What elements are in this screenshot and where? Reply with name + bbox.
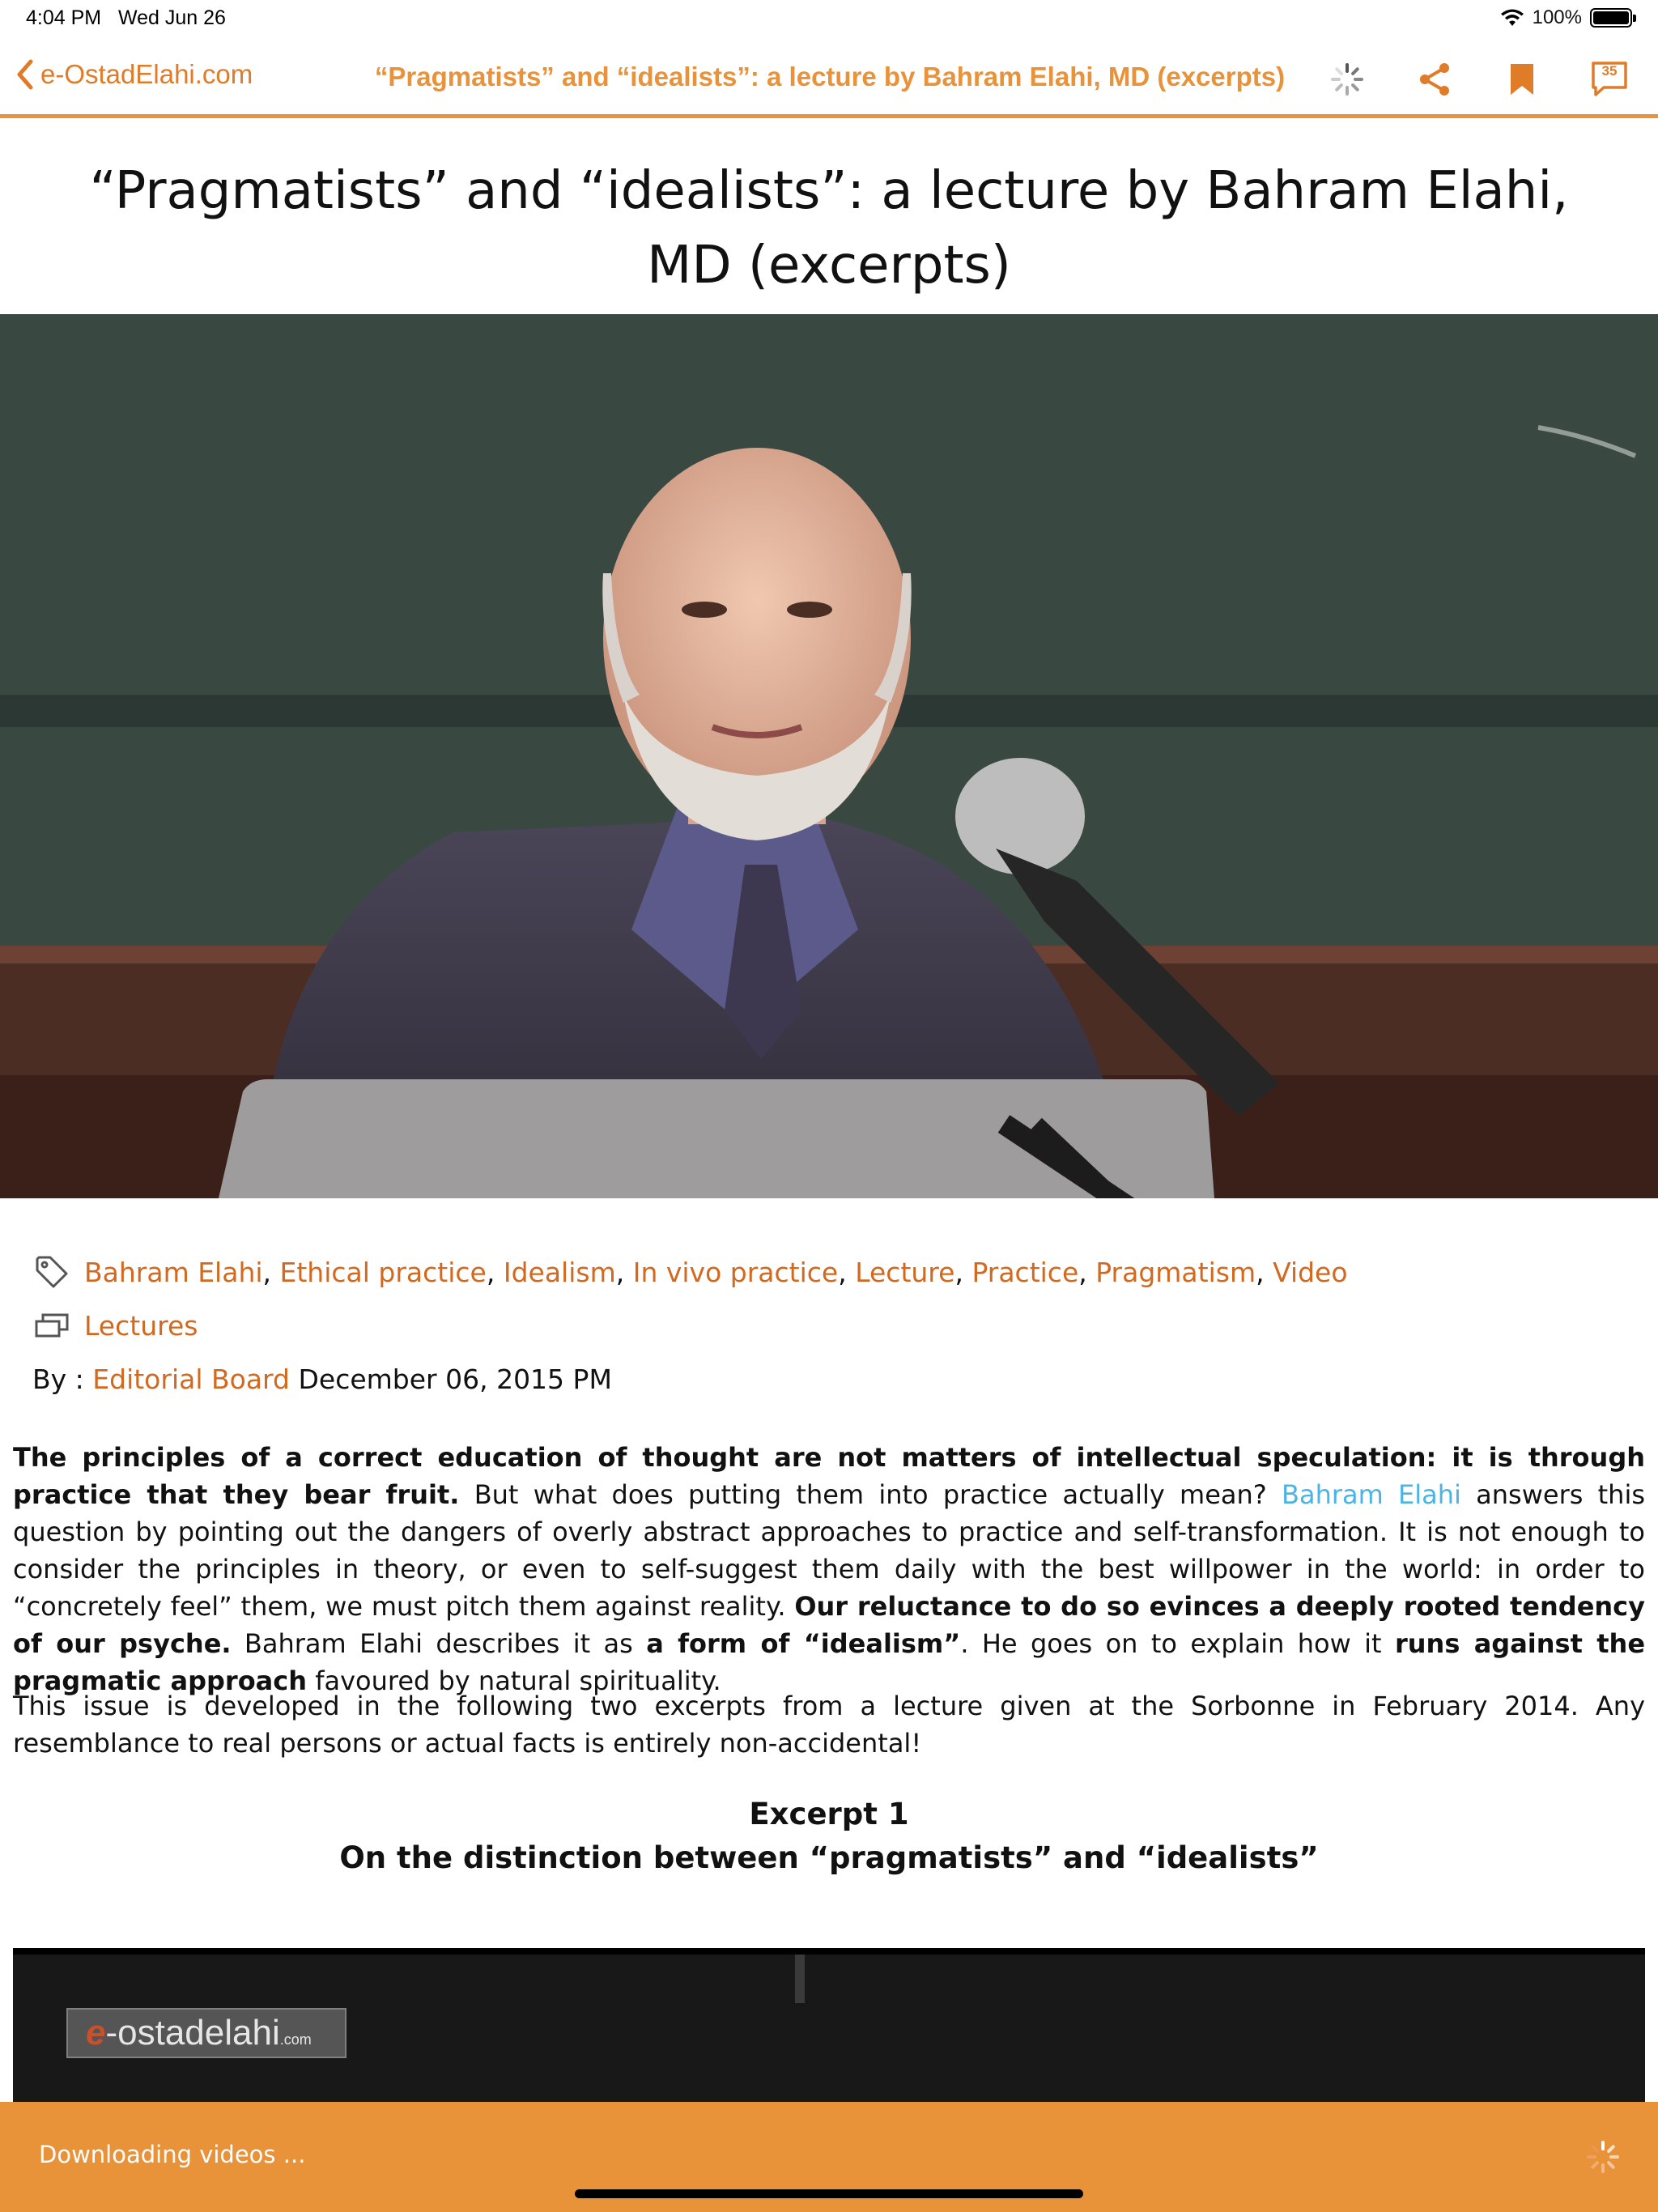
body-text: answers this question by pointing out the dangers of overly abstract approaches to practice and self-transformation. It is not enough to consider the principles in theory, or even to self-suggest them daily with the best willpower in the world: in order to “concretely feel” them, we must pitch them against reality. xyxy=(13,1479,1646,1622)
tags-row xyxy=(32,1245,1619,1299)
chevron-left-icon xyxy=(15,58,36,91)
tag-link[interactable]: In vivo practice xyxy=(632,1256,839,1288)
battery-percent: 100% xyxy=(1532,6,1582,28)
article-meta xyxy=(32,1245,1619,1406)
share-icon[interactable] xyxy=(1410,55,1459,104)
bold-text: runs against the pragmatic approach xyxy=(13,1628,1646,1696)
back-label: e-OstadElahi.com xyxy=(40,59,253,89)
back-button[interactable] xyxy=(15,58,253,91)
nav-actions xyxy=(1323,55,1634,104)
publish-date: December 06, 2015 PM xyxy=(298,1363,612,1395)
excerpt-title: Excerpt 1 xyxy=(749,1797,909,1831)
category-row xyxy=(32,1299,1619,1352)
category-link[interactable]: Lectures xyxy=(84,1309,198,1342)
body-text: But what does putting them into practice actually mean? xyxy=(459,1479,1282,1510)
article-title: “Pragmatists” and “idealists”: a lecture by Bahram Elahi, MD (excerpts) xyxy=(89,161,1569,296)
video-watermark-logo: e-ostadelahi.com xyxy=(66,2008,346,2058)
byline-row xyxy=(32,1352,1619,1406)
tag-link[interactable]: Bahram Elahi xyxy=(84,1256,263,1288)
battery-icon xyxy=(1590,8,1632,28)
tag-icon xyxy=(32,1256,71,1288)
hero-image xyxy=(0,314,1658,1198)
status-time xyxy=(26,6,226,30)
tag-link[interactable]: Video xyxy=(1273,1256,1348,1288)
body-text: Bahram Elahi describes it as xyxy=(231,1628,647,1659)
nav-title: “Pragmatists” and “idealists”: a lecture by Bahram Elahi, MD (excerpts) xyxy=(374,62,1286,91)
folder-icon xyxy=(32,1309,71,1342)
comments-icon[interactable] xyxy=(1585,55,1634,104)
download-status-text: Downloading videos ... xyxy=(39,2141,306,2168)
bold-text: The principles of a correct education of thought are not matters of intellectual speculation: it is through practice that they bear fruit. xyxy=(13,1442,1645,1510)
comment-count: 35 xyxy=(1601,63,1618,79)
status-indicators xyxy=(1500,6,1632,29)
home-indicator[interactable] xyxy=(575,2189,1083,2198)
context-paragraph: This issue is developed in the following two excerpts from a lecture given at the Sorbonne in February 2014. Any resemblance to real persons or actual facts is entirely non-accidental! xyxy=(13,1691,1645,1759)
tag-link[interactable]: Pragmatism xyxy=(1095,1256,1256,1288)
status-bar xyxy=(0,0,1658,37)
tag-link[interactable]: Practice xyxy=(971,1256,1079,1288)
author-inline-link[interactable]: Bahram Elahi xyxy=(1282,1479,1461,1510)
loading-spinner-icon xyxy=(1585,2139,1621,2175)
wifi-icon xyxy=(1500,8,1524,28)
tag-list: Bahram Elahi, Ethical practice, Idealism, In vivo practice, Lecture, Practice, Pragmatism, Video xyxy=(84,1256,1348,1288)
by-label: By : xyxy=(32,1363,93,1395)
body-text: . He goes on to explain how it xyxy=(960,1628,1395,1659)
tag-link[interactable]: Idealism xyxy=(503,1256,616,1288)
author-link[interactable]: Editorial Board xyxy=(92,1363,290,1395)
loading-spinner-icon xyxy=(1323,55,1371,104)
tag-link[interactable]: Lecture xyxy=(855,1256,955,1288)
excerpt-subtitle: On the distinction between “pragmatists” and “idealists” xyxy=(339,1840,1319,1875)
status-clock: 4:04 PM xyxy=(26,6,102,29)
tag-link[interactable]: Ethical practice xyxy=(279,1256,487,1288)
bookmark-icon[interactable] xyxy=(1498,55,1546,104)
bold-text: a form of “idealism” xyxy=(646,1628,961,1659)
navigation-bar xyxy=(0,37,1658,118)
bold-text: Our reluctance to do so evinces a deeply rooted tendency of our psyche. xyxy=(13,1591,1646,1659)
excerpt-heading xyxy=(0,1793,1658,1880)
status-date: Wed Jun 26 xyxy=(117,6,226,29)
intro-paragraph xyxy=(13,1439,1645,1699)
body-text: favoured by natural spirituality. xyxy=(307,1665,721,1696)
